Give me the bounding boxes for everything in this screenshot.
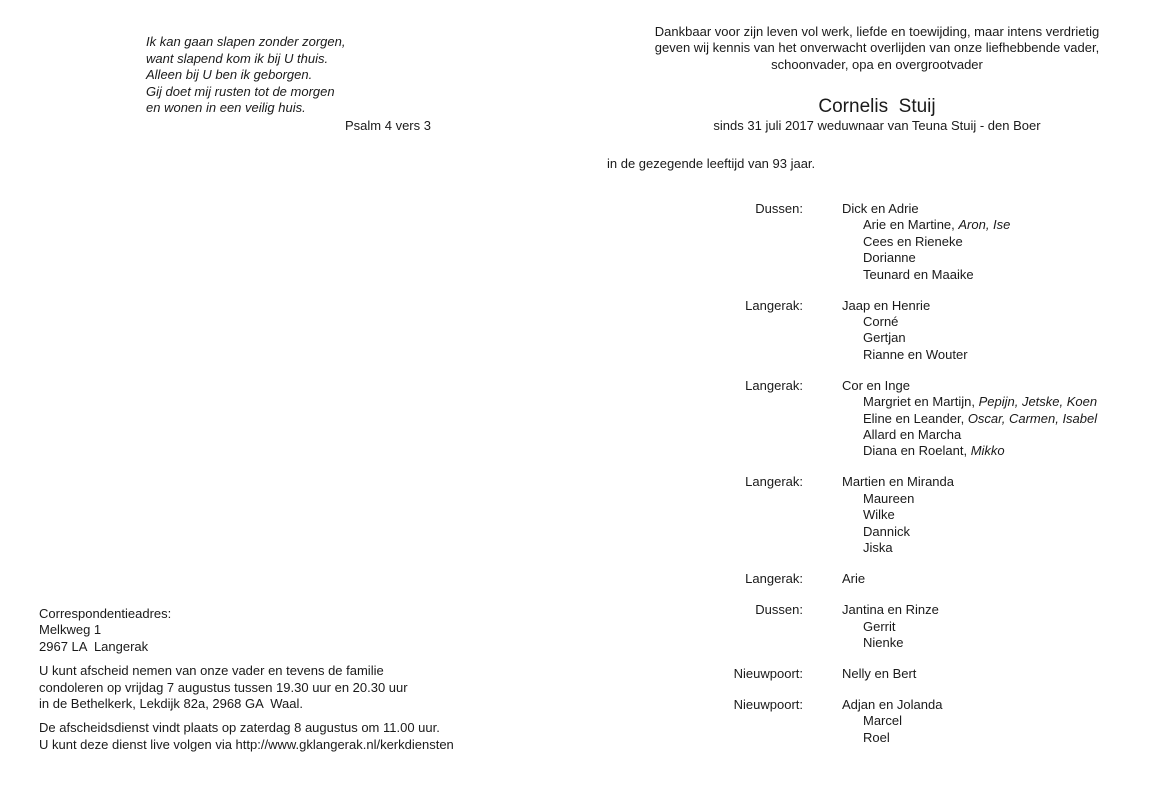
family-group [620, 378, 1140, 460]
service-line: U kunt deze dienst live volgen via http://www.gklangerak.nl/kerkdiensten [39, 736, 454, 752]
family-child-name: Diana en Roelant, [863, 443, 971, 459]
family-head: Jaap en Henrie [842, 297, 931, 313]
family-child [842, 330, 968, 346]
family-members [842, 666, 916, 682]
family-members [842, 378, 1097, 460]
family-child [842, 347, 968, 363]
family-child [842, 443, 1097, 459]
family-list [620, 201, 1140, 761]
family-child [842, 713, 942, 729]
family-group [620, 602, 1140, 651]
poem-line: Ik kan gaan slapen zonder zorgen, [146, 34, 346, 49]
poem-line: Gij doet mij rusten tot de morgen [146, 83, 335, 99]
family-head: Arie [842, 571, 866, 587]
intro-line: schoonvader, opa en overgrootvader [771, 56, 983, 72]
family-group [620, 666, 1140, 682]
family-child-name: Nienke [863, 634, 904, 650]
intro-line: geven wij kennis van het onverwacht overlijden van onze liefhebbende vader, [654, 40, 1100, 56]
family-child [842, 730, 942, 746]
family-child [842, 250, 1010, 266]
family-members [842, 474, 954, 556]
family-group [620, 298, 1140, 364]
family-grandchildren: Oscar, Carmen, Isabel [967, 410, 1098, 426]
family-head: Nelly en Bert [842, 665, 917, 681]
family-group [620, 201, 1140, 283]
family-group [620, 571, 1140, 587]
correspondence-postal: 2967 LA Langerak [39, 638, 149, 654]
poem-line: Alleen bij U ben ik geborgen. [146, 67, 313, 83]
family-child [842, 314, 968, 330]
announcement-intro [622, 24, 1132, 73]
family-members [842, 571, 865, 587]
family-child-name: Allard en Marcha [863, 427, 962, 443]
family-group [620, 697, 1140, 746]
family-members [842, 298, 968, 364]
family-child-name: Maureen [863, 490, 915, 506]
family-child-name: Teunard en Maaike [863, 266, 974, 282]
family-child-name: Dorianne [863, 250, 916, 266]
family-child-name: Wilke [863, 507, 895, 523]
family-child [842, 635, 939, 651]
farewell-line: U kunt afscheid nemen van onze vader en tevens de familie [39, 663, 384, 679]
family-child-name: Cees en Rieneke [863, 233, 963, 249]
family-head: Adjan en Jolanda [842, 696, 943, 712]
family-grandchildren: Pepijn, Jetske, Koen [978, 394, 1098, 410]
family-head: Martien en Miranda [842, 474, 954, 490]
family-child-name: Marcel [863, 713, 903, 729]
correspondence-block [39, 606, 454, 753]
family-child-name: Rianne en Wouter [863, 346, 968, 362]
family-grandchildren: Mikko [970, 443, 1005, 459]
family-child-name: Corné [863, 314, 899, 330]
family-place: Langerak: [745, 377, 803, 393]
correspondence-street: Melkweg 1 [39, 622, 102, 638]
family-child-name: Jiska [863, 540, 893, 556]
family-child [842, 619, 939, 635]
family-child [842, 507, 954, 523]
age-line: in de gezegende leeftijd van 93 jaar. [607, 156, 816, 171]
family-child-name: Arie en Martine, [863, 217, 959, 233]
deceased-name: Cornelis Stuij [818, 96, 936, 117]
poem [146, 34, 345, 117]
intro-line: Dankbaar voor zijn leven vol werk, liefde en toewijding, maar intens verdrietig [654, 24, 1100, 39]
family-head: Cor en Inge [842, 377, 910, 393]
family-group [620, 474, 1140, 556]
family-place: Nieuwpoort: [733, 696, 803, 712]
farewell-line: in de Bethelkerk, Lekdijk 82a, 2968 GA Waal. [39, 696, 304, 712]
correspondence-label: Correspondentieadres: [39, 606, 172, 621]
family-place: Dussen: [755, 602, 803, 618]
family-child [842, 491, 954, 507]
family-child-name: Roel [863, 729, 890, 745]
farewell-line: condoleren op vrijdag 7 augustus tussen 19.30 uur en 20.30 uur [39, 679, 408, 695]
family-place: Langerak: [745, 474, 803, 490]
family-grandchildren: Aron, Ise [958, 217, 1011, 233]
poem-line: want slapend kom ik bij U thuis. [146, 50, 329, 66]
family-place: Nieuwpoort: [733, 665, 803, 681]
service-line: De afscheidsdienst vindt plaats op zaterdag 8 augustus om 11.00 uur. [39, 720, 440, 736]
family-child-name: Eline en Leander, [863, 410, 968, 426]
family-child [842, 234, 1010, 250]
family-members [842, 201, 1010, 283]
family-child [842, 217, 1010, 233]
family-child-name: Gertjan [863, 330, 906, 346]
family-place: Langerak: [745, 297, 803, 313]
family-child-name: Dannick [863, 523, 910, 539]
family-child [842, 540, 954, 556]
family-child [842, 394, 1097, 410]
family-child-name: Margriet en Martijn, [863, 394, 979, 410]
family-child-name: Gerrit [863, 618, 896, 634]
family-child [842, 427, 1097, 443]
poem-reference: Psalm 4 vers 3 [345, 118, 431, 133]
family-place: Dussen: [755, 201, 803, 216]
widower-line: sinds 31 juli 2017 weduwnaar van Teuna Stuij - den Boer [713, 118, 1041, 133]
family-members [842, 602, 939, 651]
family-child [842, 411, 1097, 427]
family-child [842, 524, 954, 540]
family-members [842, 697, 942, 746]
poem-line: en wonen in een veilig huis. [146, 100, 306, 116]
family-head: Jantina en Rinze [842, 602, 939, 618]
family-place: Langerak: [745, 571, 803, 587]
family-child [842, 267, 1010, 283]
family-head: Dick en Adrie [842, 201, 919, 216]
